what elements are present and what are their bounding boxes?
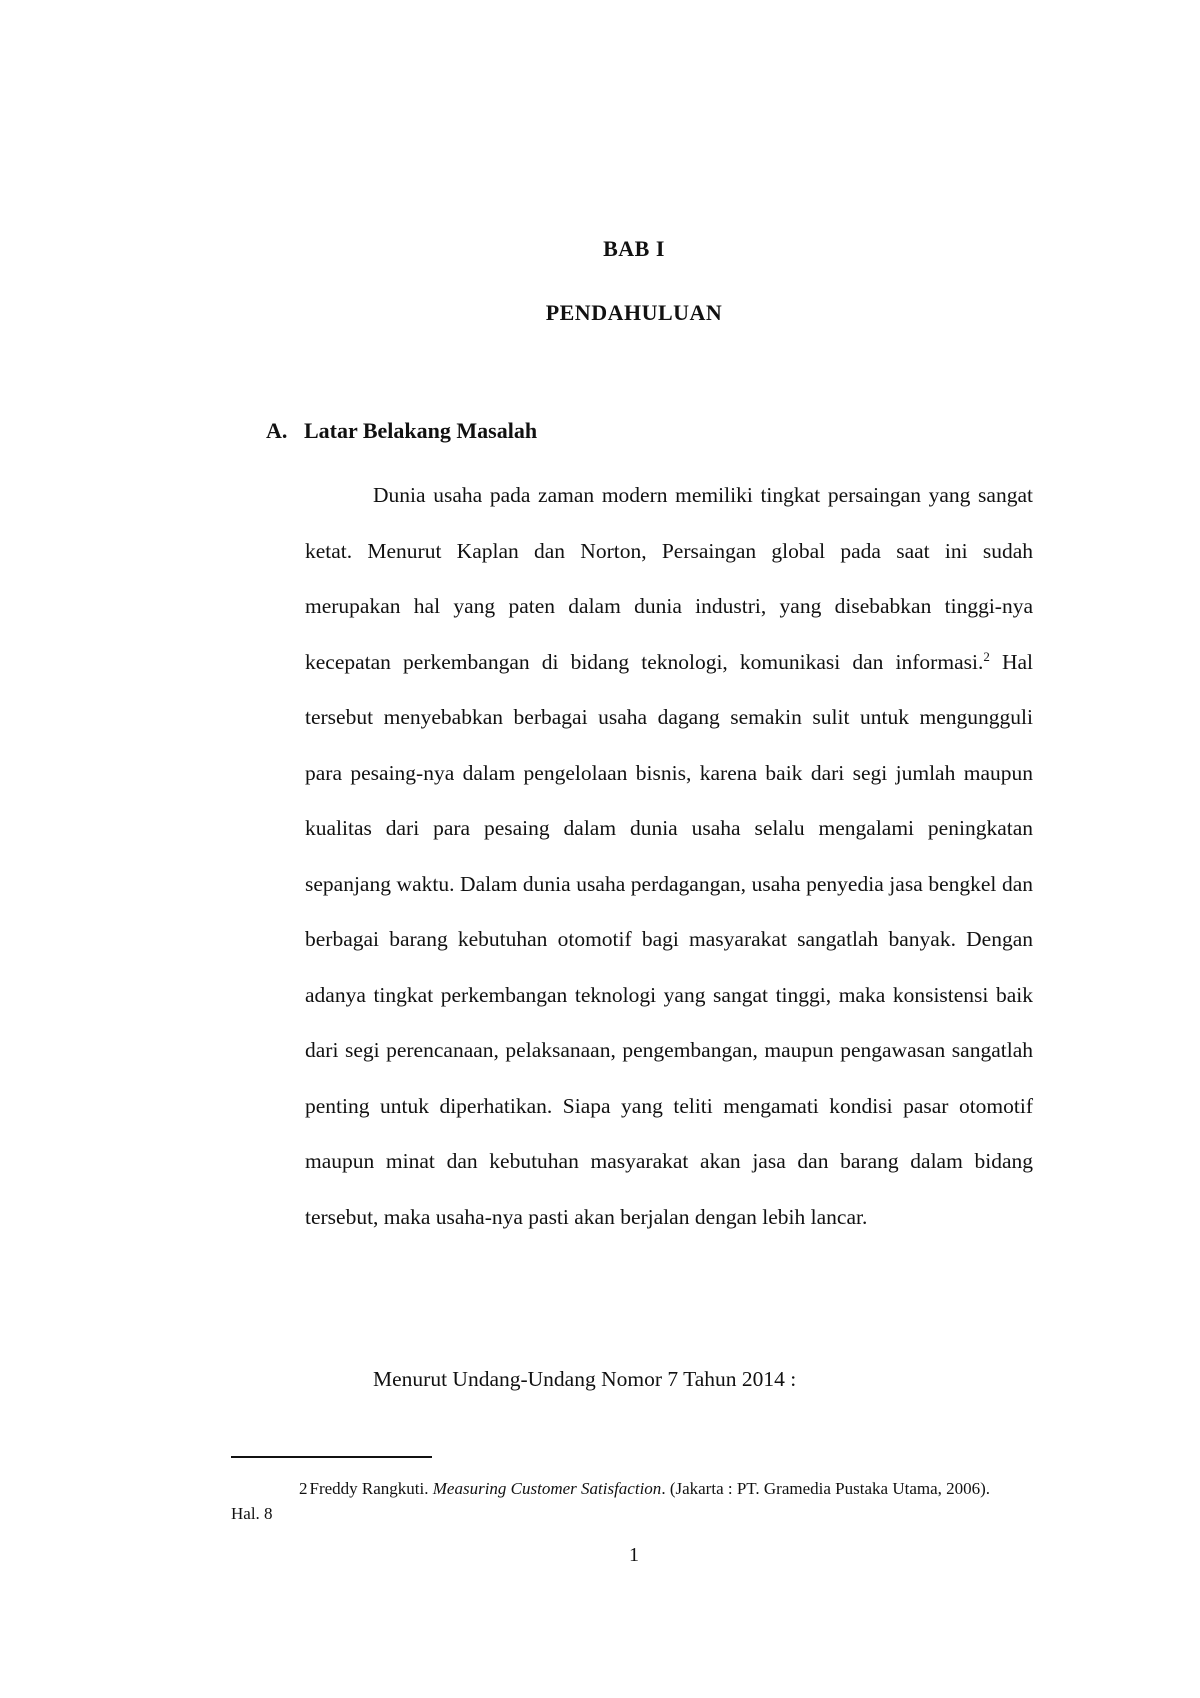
footnote-citation: . (Jakarta : PT. Gramedia Pustaka Utama, 2006). Hal. 8	[231, 1479, 991, 1523]
footnote-separator	[231, 1456, 432, 1458]
chapter-title: PENDAHULUAN	[545, 300, 723, 325]
footnote-number: 2	[299, 1479, 308, 1498]
body-paragraph-2: Menurut Undang-Undang Nomor 7 Tahun 2014 :	[373, 1367, 797, 1391]
paragraph-text-after-note: Hal tersebut menyebabkan berbagai usaha dagang semakin sulit untuk mengungguli para pesaing-nya dalam pengelolaan bisnis, karena baik dari segi jumlah maupun kualitas dari para pesaing dalam dunia usaha selalu mengalami peningkatan sepanjang waktu. Dalam dunia usaha perdagangan, usaha penyedia jasa bengkel dan berbagai barang kebutuhan otomotif bagi masyarakat sangatlah banyak. Dengan adanya tingkat perkembangan teknologi yang sangat tinggi, maka konsistensi baik dari segi perencanaan, pelaksanaan, pengembangan, maupun pengawasan sangatlah penting untuk diperhatikan. Siapa yang teliti mengamati kondisi pasar otomotif maupun minat dan kebutuhan masyarakat akan jasa dan barang dalam bidang tersebut, maka usaha-nya pasti akan berjalan dengan lebih lancar.	[305, 649, 1033, 1229]
footnote	[231, 1476, 1021, 1526]
page-number: 1	[629, 1544, 639, 1566]
footnote-book-title: Measuring Customer Satisfaction	[432, 1479, 662, 1498]
chapter-number: BAB I	[603, 236, 665, 261]
section-heading	[266, 418, 537, 444]
body-paragraph-1	[305, 468, 1033, 1245]
footnote-reference: 2	[983, 648, 990, 664]
paragraph-text-before-note: Dunia usaha pada zaman modern memiliki tingkat persaingan yang sangat ketat. Menurut Kaplan dan Norton, Persaingan global pada saat ini sudah merupakan hal yang paten dalam dunia industri, yang disebabkan tinggi-nya kecepatan perkembangan di bidang teknologi, komunikasi dan informasi.	[305, 483, 1033, 674]
section-heading-text: Latar Belakang Masalah	[304, 418, 538, 443]
section-marker: A.	[266, 418, 288, 443]
footnote-author: Freddy Rangkuti.	[309, 1479, 429, 1498]
